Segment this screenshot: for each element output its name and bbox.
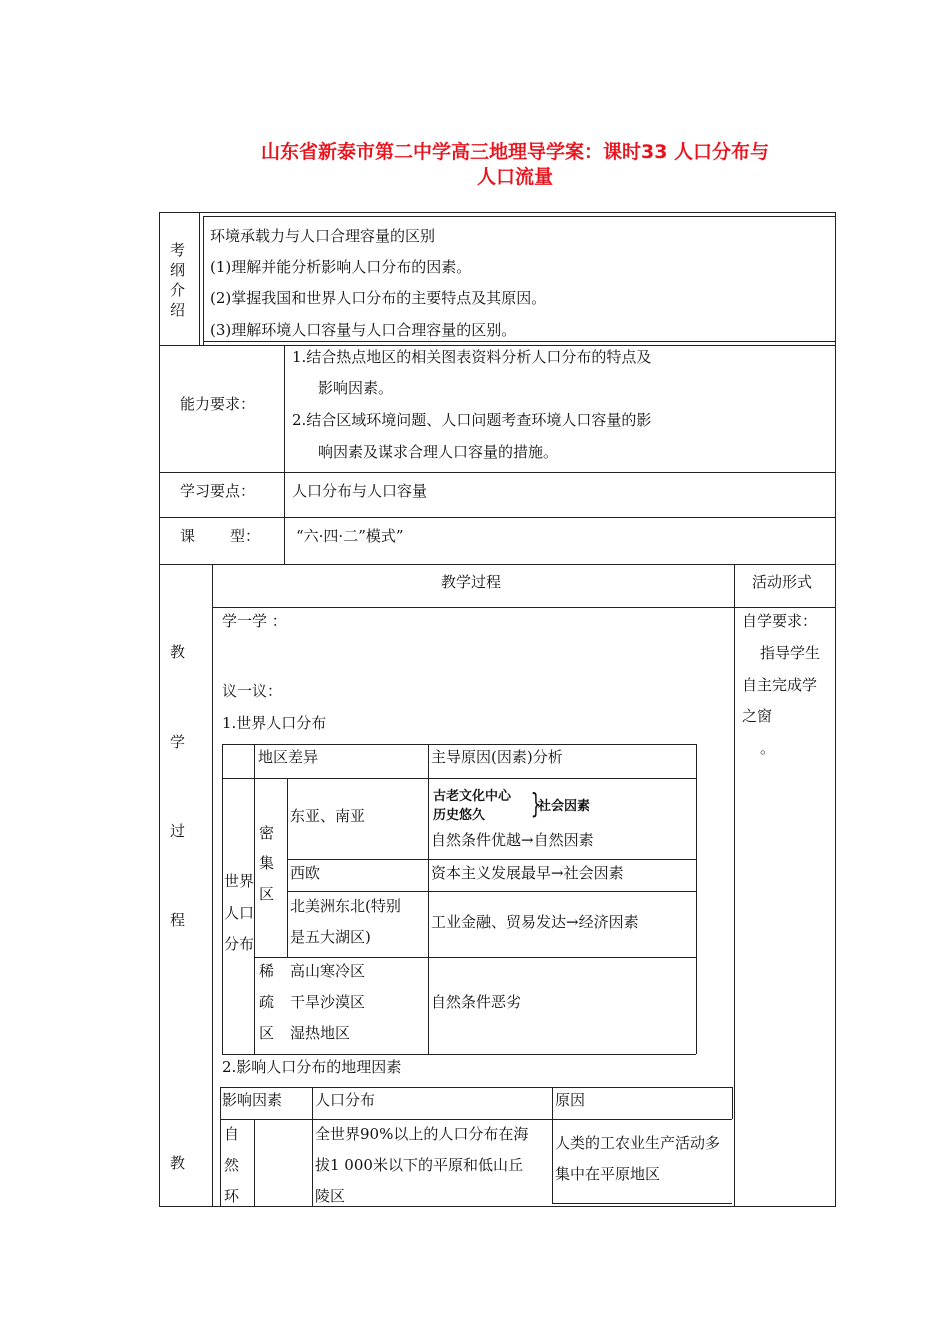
t2-header-factor: 影响因素 [222, 1091, 283, 1109]
kaogang-label-3: 介 [170, 281, 186, 299]
t2-rowlabel-2: 然 [224, 1156, 240, 1174]
t2-distribution-1: 全世界90%以上的人口分布在海 [315, 1125, 529, 1143]
t1-dense-3: 区 [259, 885, 275, 903]
kaogang-line-4: (3)理解环境人口容量与人口合理容量的区别。 [210, 321, 517, 339]
yiyiyi: 议一议： [222, 682, 283, 700]
nengli-line-4: 响因素及谋求合理人口容量的措施。 [318, 443, 559, 461]
t1-sparse-3: 区 [259, 1024, 275, 1042]
process-header-left: 教学过程 [441, 573, 502, 591]
t1-brace-icon: } [530, 787, 542, 820]
kaogang-label-4: 绍 [170, 301, 186, 319]
page-title-line2: 人口流量 [476, 166, 553, 188]
xuexi-label: 学习要点： [180, 482, 256, 500]
t1-rowlabel-1: 世界 [224, 872, 255, 890]
t1-region-west-europe: 西欧 [290, 864, 321, 882]
activity-2: 指导学生 [760, 644, 821, 662]
t1-header-region: 地区差异 [258, 748, 319, 766]
t1-region-na-b: 是五大湖区) [290, 928, 371, 946]
xueyixue: 学一学 ： [222, 612, 287, 630]
t1-region-east-asia: 东亚、南亚 [290, 807, 366, 825]
t2-rowlabel-1: 自 [224, 1125, 240, 1143]
activity-1: 自学要求： [742, 612, 818, 630]
page-title-line1: 山东省新泰市第二中学高三地理导学案：课时33 人口分布与 [260, 141, 770, 163]
xuexi-value: 人口分布与人口容量 [292, 482, 428, 500]
frame-left [159, 212, 160, 1207]
t1-reason-harsh: 自然条件恶劣 [431, 993, 522, 1011]
t1-sparse-1: 稀 [259, 962, 275, 980]
frame-top [159, 212, 836, 213]
frame-bottom [159, 1206, 836, 1207]
t2-header-reason: 原因 [555, 1091, 586, 1109]
t1-rowlabel-2: 人口 [224, 904, 255, 922]
process-side-1: 教 [170, 643, 186, 661]
t1-reason-industry: 工业金融、贸易发达→经济因素 [431, 913, 639, 931]
t1-region-humid: 湿热地区 [290, 1024, 351, 1042]
kaogang-line-2: (1)理解并能分析影响人口分布的因素。 [210, 258, 472, 276]
activity-5: 。 [760, 739, 776, 757]
kaogang-line-1: 环境承载力与人口合理容量的区别 [210, 227, 436, 245]
t2-reason-2: 集中在平原地区 [555, 1165, 661, 1183]
t1-reason-history: 历史悠久 [433, 808, 486, 823]
t1-reason-culture: 古老文化中心 [433, 789, 512, 804]
t1-rowlabel-3: 分布 [224, 935, 255, 953]
t1-reason-capitalism: 资本主义发展最早→社会因素 [431, 864, 624, 882]
t2-distribution-2: 拔1 000米以下的平原和低山丘 [315, 1156, 523, 1174]
nengli-line-1: 1.结合热点地区的相关图表资料分析人口分布的特点及 [292, 348, 652, 366]
activity-4: 之窗 [742, 707, 773, 725]
t1-reason-social: 社会因素 [538, 799, 591, 814]
t1-dense-1: 密 [259, 824, 275, 842]
process-side-4: 程 [170, 911, 186, 929]
section1-title: 1.世界人口分布 [222, 714, 327, 732]
t1-reason-natural: 自然条件优越→自然因素 [431, 831, 594, 849]
t2-distribution-3: 陵区 [315, 1187, 346, 1205]
kexing-label-b: 型： [230, 527, 261, 545]
process-side-2: 学 [170, 733, 186, 751]
frame-right [835, 212, 836, 1207]
t1-region-na-a: 北美洲东北(特别 [290, 897, 401, 915]
t1-sparse-2: 疏 [259, 993, 275, 1011]
kexing-label-a: 课 [180, 527, 196, 545]
activity-3: 自主完成学 [742, 676, 818, 694]
kaogang-label-2: 纲 [170, 261, 186, 279]
process-side-5: 教 [170, 1154, 186, 1172]
t1-header-reason: 主导原因(因素)分析 [431, 748, 563, 766]
t1-region-desert: 干旱沙漠区 [290, 993, 366, 1011]
process-header-right: 活动形式 [752, 573, 813, 591]
section2-title: 2.影响人口分布的地理因素 [222, 1058, 402, 1076]
process-side-3: 过 [170, 822, 186, 840]
t2-header-distribution: 人口分布 [315, 1091, 376, 1109]
t2-rowlabel-3: 环 [224, 1187, 240, 1205]
kaogang-line-3: (2)掌握我国和世界人口分布的主要特点及其原因。 [210, 289, 547, 307]
kaogang-label-1: 考 [170, 241, 186, 259]
t2-reason-1: 人类的工农业生产活动多 [555, 1134, 721, 1152]
kexing-value: “六·四·二”模式” [296, 527, 404, 545]
t1-dense-2: 集 [259, 854, 275, 872]
nengli-label: 能力要求： [180, 395, 256, 413]
nengli-line-3: 2.结合区域环境问题、人口问题考查环境人口容量的影 [292, 411, 652, 429]
t1-region-cold: 高山寒冷区 [290, 962, 366, 980]
nengli-line-2: 影响因素。 [318, 379, 394, 397]
